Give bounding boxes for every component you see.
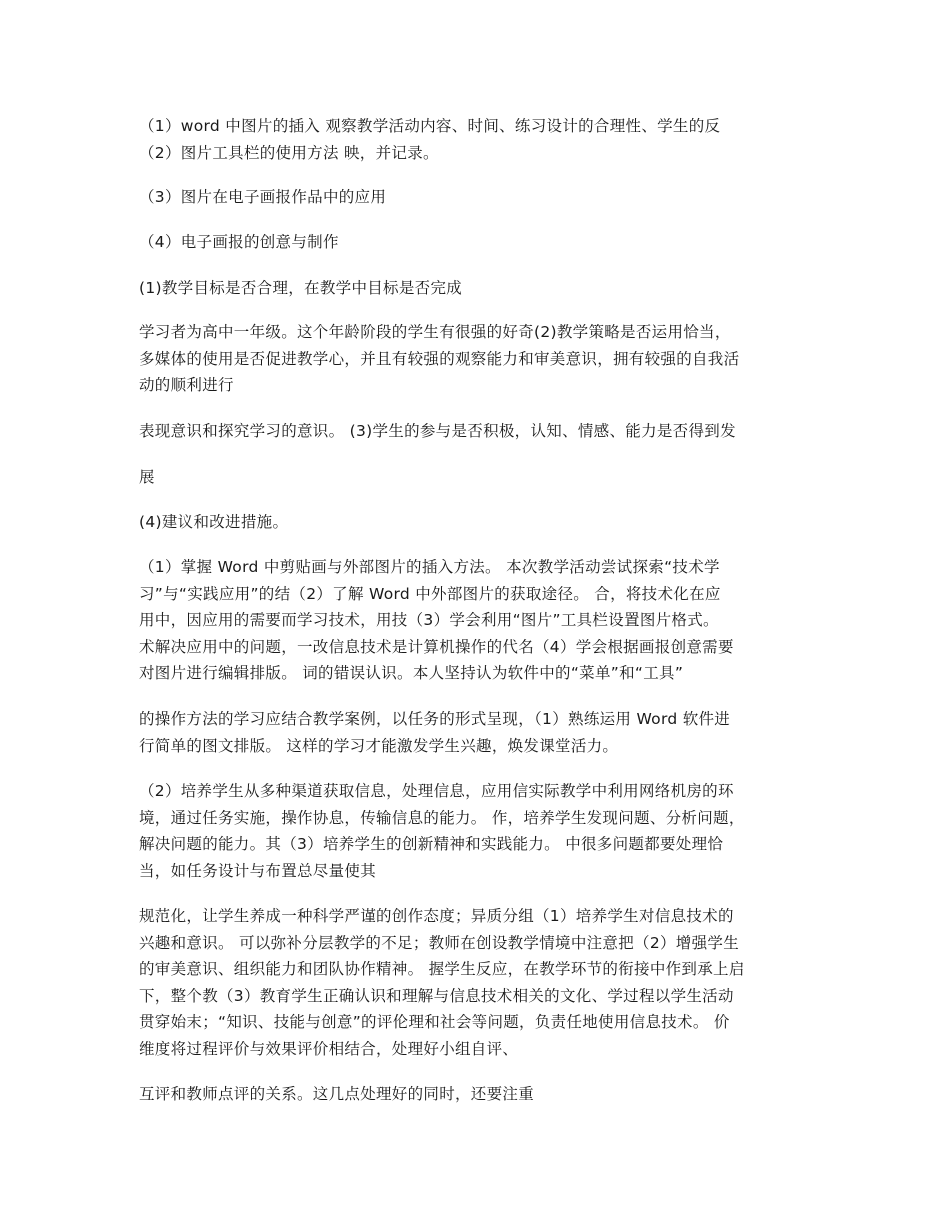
paragraph-4 [139, 275, 819, 302]
text-line: 展 [139, 468, 155, 486]
text-line: 多媒体的使用是否促进教学心，并且有较强的观察能力和审美意识，拥有较强的自我活 [139, 349, 740, 368]
text-line: 习”与“实践应用”的结（2）了解 Word 中外部图片的获取途径。 合，将技术化在应 [139, 584, 721, 603]
paragraph-1 [139, 113, 819, 166]
text-line: （2）图片工具栏的使用方法 映，并记录。 [139, 143, 439, 162]
paragraph-10 [139, 706, 819, 759]
paragraph-5 [139, 319, 819, 399]
paragraph-7 [139, 464, 819, 491]
text-line: （3）图片在电子画报作品中的应用 [139, 188, 387, 206]
text-line: 行简单的图文排版。 这样的学习才能激发学生兴趣，焕发课堂活力。 [139, 736, 619, 755]
text-line: (4)建议和改进措施。 [139, 513, 289, 531]
paragraph-11 [139, 778, 819, 884]
text-line: 术解决应用中的问题，一改信息技术是计算机操作的代名（4）学会根据画报创意需要 [139, 637, 734, 656]
text-line: (1)教学目标是否合理，在教学中目标是否完成 [139, 279, 463, 297]
text-line: 学习者为高中一年级。这个年龄阶段的学生有很强的好奇(2)教学策略是否运用恰当， [139, 323, 731, 341]
text-line: 解决问题的能力。其（3）培养学生的创新精神和实践能力。 中很多问题都要处理恰 [139, 835, 724, 853]
text-line: 的审美意识、组织能力和团队协作精神。 握学生反应，在教学环节的衔接中作到承上启 [139, 960, 745, 978]
text-line: 表现意识和探究学习的意识。 (3)学生的参与是否积极，认知、情感、能力是否得到发 [139, 422, 736, 440]
paragraph-9 [139, 554, 819, 687]
text-line: 下，整个教（3）教育学生正确认识和理解与信息技术相关的文化、学过程以学生活动 [139, 986, 734, 1005]
paragraph-13 [139, 1081, 819, 1108]
paragraph-2 [139, 184, 819, 211]
text-line: 境，通过任务实施，操作协息，传输信息的能力。 作，培养学生发现问题、分析问题， [139, 808, 745, 827]
text-line: 互评和教师点评的关系。这几点处理好的同时，还要注重 [139, 1085, 535, 1103]
text-line: 的操作方法的学习应结合教学案例，以任务的形式呈现，（1）熟练运用 Word 软件进 [139, 710, 731, 728]
text-line: 规范化，让学生养成一种科学严谨的创作态度；异质分组（1）培养学生对信息技术的 [139, 907, 734, 925]
text-line: 当，如任务设计与布置总尽量使其 [139, 861, 377, 880]
text-line: （2）培养学生从多种渠道获取信息，处理信息，应用信实际教学中利用网络机房的环 [139, 782, 734, 800]
text-line: （4）电子画报的创意与制作 [139, 233, 339, 251]
text-line: 维度将过程评价与效果评价相结合，处理好小组自评、 [139, 1039, 519, 1058]
paragraph-8 [139, 509, 819, 536]
text-line: （1）掌握 Word 中剪贴画与外部图片的插入方法。 本次教学活动尝试探索“技术学 [139, 558, 720, 576]
paragraph-3 [139, 229, 819, 256]
text-line: 用中，因应用的需要而学习技术，用技（3）学会利用“图片”工具栏设置图片格式。 [139, 611, 719, 629]
text-line: （1）word 中图片的插入 观察教学活动内容、时间、练习设计的合理性、学生的反 [139, 117, 721, 135]
text-line: 兴趣和意识。 可以弥补分层教学的不足；教师在创设教学情境中注意把（2）增强学生 [139, 933, 739, 952]
text-line: 动的顺利进行 [139, 376, 234, 394]
paragraph-6 [139, 418, 819, 445]
text-line: 贯穿始末；“知识、技能与创意”的评伦理和社会等问题，负责任地使用信息技术。 价 [139, 1013, 730, 1031]
text-line: 对图片进行编辑排版。 词的错误认识。本人坚持认为软件中的“菜单”和“工具” [139, 664, 684, 682]
paragraph-12 [139, 903, 819, 1062]
